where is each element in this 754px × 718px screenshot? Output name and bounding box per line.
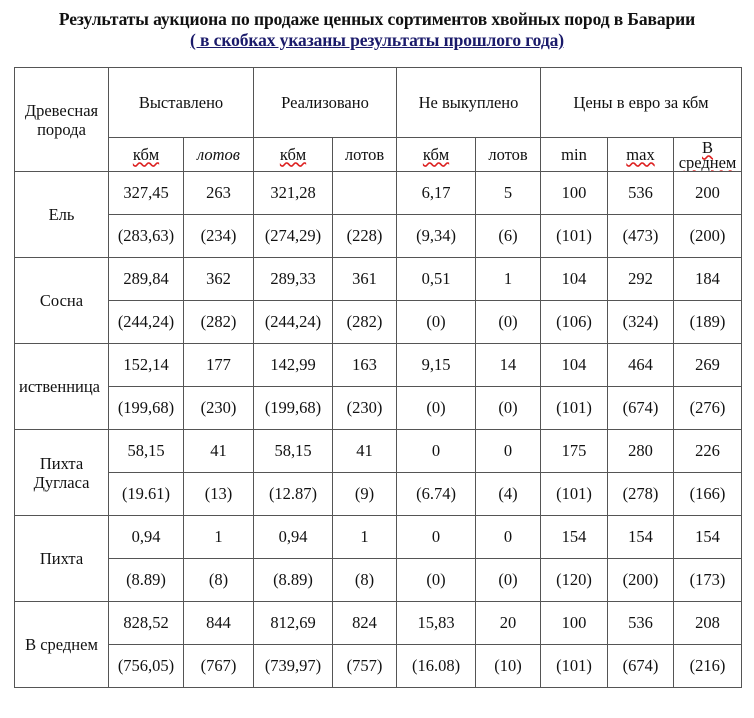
- cell: 812,69: [254, 602, 333, 645]
- cell: (4): [476, 473, 541, 516]
- cell: 0: [397, 516, 476, 559]
- table-row: [15, 172, 742, 215]
- cell: (13): [184, 473, 254, 516]
- cell: 1: [476, 258, 541, 301]
- offered-cbm-label: кбм: [132, 144, 160, 164]
- table-row: [15, 301, 742, 344]
- cell: 1: [333, 516, 397, 559]
- cell: 464: [608, 344, 674, 387]
- table-row: [15, 559, 742, 602]
- cell: (244,24): [254, 301, 333, 344]
- species-cell: Пихта: [15, 516, 109, 602]
- cell: (9): [333, 473, 397, 516]
- cell: (757): [333, 645, 397, 688]
- col-header-species: Древесная порода: [15, 68, 109, 172]
- auction-results-table: [14, 67, 742, 688]
- cell: (8): [333, 559, 397, 602]
- cell: (9,34): [397, 215, 476, 258]
- cell: 100: [541, 602, 608, 645]
- species-cell: [15, 344, 109, 430]
- cell: (278): [608, 473, 674, 516]
- table-row: [15, 430, 742, 473]
- cell: 100: [541, 172, 608, 215]
- cell: 20: [476, 602, 541, 645]
- cell: (200): [608, 559, 674, 602]
- cell: (19.61): [109, 473, 184, 516]
- cell: (8): [184, 559, 254, 602]
- cell: (166): [674, 473, 742, 516]
- cell: (12.87): [254, 473, 333, 516]
- cell: 6,17: [397, 172, 476, 215]
- cell: 292: [608, 258, 674, 301]
- species-label-clipped: иственница: [18, 377, 101, 396]
- cell: 41: [184, 430, 254, 473]
- cell: (216): [674, 645, 742, 688]
- prices-label: Цены в евро за кбм: [573, 92, 709, 112]
- notbought-cbm-label: кбм: [422, 144, 450, 164]
- cell: (674): [608, 387, 674, 430]
- cell: (0): [397, 301, 476, 344]
- cell: 104: [541, 344, 608, 387]
- cell: 269: [674, 344, 742, 387]
- subheader-offered-lots: лотов: [184, 138, 254, 172]
- cell: (200): [674, 215, 742, 258]
- cell: 0: [476, 516, 541, 559]
- table-row: [15, 602, 742, 645]
- cell: 200: [674, 172, 742, 215]
- cell: 289,33: [254, 258, 333, 301]
- cell: (282): [184, 301, 254, 344]
- cell: 41: [333, 430, 397, 473]
- title-line-1: Результаты аукциона по продаже ценных сортиментов хвойных пород в Баварии: [58, 9, 696, 29]
- subheader-sold-cbm: [254, 138, 333, 172]
- title-line-2: ( в скобках указаны результаты прошлого года): [190, 30, 564, 50]
- subheader-offered-cbm: [109, 138, 184, 172]
- cell: (274,29): [254, 215, 333, 258]
- col-header-offered: Выставлено: [109, 68, 254, 138]
- table-row: [15, 258, 742, 301]
- cell: 9,15: [397, 344, 476, 387]
- cell: 152,14: [109, 344, 184, 387]
- cell: (0): [397, 559, 476, 602]
- cell: 0: [476, 430, 541, 473]
- cell: 828,52: [109, 602, 184, 645]
- header-row-2: [15, 138, 742, 172]
- cell: (324): [608, 301, 674, 344]
- table-row: [15, 473, 742, 516]
- cell: 142,99: [254, 344, 333, 387]
- cell: 58,15: [254, 430, 333, 473]
- avg-label: В среднем: [678, 137, 737, 172]
- cell: 0,94: [109, 516, 184, 559]
- cell: (0): [397, 387, 476, 430]
- cell: 361: [333, 258, 397, 301]
- cell: (10): [476, 645, 541, 688]
- cell: (106): [541, 301, 608, 344]
- max-label: max: [626, 144, 655, 164]
- cell: (0): [476, 387, 541, 430]
- cell: (8.89): [254, 559, 333, 602]
- cell: (739,97): [254, 645, 333, 688]
- cell: (767): [184, 645, 254, 688]
- cell: (473): [608, 215, 674, 258]
- cell: 289,84: [109, 258, 184, 301]
- species-cell-average: В среднем: [15, 602, 109, 688]
- sold-cbm-label: кбм: [279, 144, 307, 164]
- cell: 0,51: [397, 258, 476, 301]
- cell: 154: [608, 516, 674, 559]
- cell: (101): [541, 215, 608, 258]
- cell: (234): [184, 215, 254, 258]
- header-row-1: [15, 68, 742, 138]
- cell: (230): [184, 387, 254, 430]
- cell: 154: [541, 516, 608, 559]
- cell: (173): [674, 559, 742, 602]
- cell: 208: [674, 602, 742, 645]
- cell: 536: [608, 602, 674, 645]
- cell: (228): [333, 215, 397, 258]
- table-row: [15, 645, 742, 688]
- cell: 163: [333, 344, 397, 387]
- subheader-notbought-lots: лотов: [476, 138, 541, 172]
- cell: (282): [333, 301, 397, 344]
- cell: 0: [397, 430, 476, 473]
- table-row: [15, 387, 742, 430]
- species-cell: Пихта Дугласа: [15, 430, 109, 516]
- cell: (0): [476, 559, 541, 602]
- cell: (189): [674, 301, 742, 344]
- cell: (0): [476, 301, 541, 344]
- cell: (276): [674, 387, 742, 430]
- cell: 280: [608, 430, 674, 473]
- subheader-notbought-cbm: [397, 138, 476, 172]
- table-row: [15, 516, 742, 559]
- subheader-sold-lots: лотов: [333, 138, 397, 172]
- cell: (101): [541, 645, 608, 688]
- document-title: [0, 9, 754, 51]
- cell: 104: [541, 258, 608, 301]
- subheader-min: min: [541, 138, 608, 172]
- cell: [333, 172, 397, 215]
- cell: 15,83: [397, 602, 476, 645]
- cell: 175: [541, 430, 608, 473]
- cell: 362: [184, 258, 254, 301]
- cell: 824: [333, 602, 397, 645]
- cell: 5: [476, 172, 541, 215]
- species-cell: Сосна: [15, 258, 109, 344]
- cell: (120): [541, 559, 608, 602]
- cell: (16.08): [397, 645, 476, 688]
- cell: (283,63): [109, 215, 184, 258]
- subheader-max: [608, 138, 674, 172]
- cell: (199,68): [254, 387, 333, 430]
- cell: 58,15: [109, 430, 184, 473]
- cell: 263: [184, 172, 254, 215]
- cell: 177: [184, 344, 254, 387]
- cell: (6): [476, 215, 541, 258]
- cell: (674): [608, 645, 674, 688]
- cell: 226: [674, 430, 742, 473]
- cell: 536: [608, 172, 674, 215]
- cell: (101): [541, 473, 608, 516]
- cell: 327,45: [109, 172, 184, 215]
- cell: (8.89): [109, 559, 184, 602]
- subheader-avg: [674, 138, 742, 172]
- cell: (230): [333, 387, 397, 430]
- col-header-sold: Реализовано: [254, 68, 397, 138]
- cell: 0,94: [254, 516, 333, 559]
- cell: 154: [674, 516, 742, 559]
- cell: 321,28: [254, 172, 333, 215]
- cell: 844: [184, 602, 254, 645]
- cell: (101): [541, 387, 608, 430]
- cell: 14: [476, 344, 541, 387]
- cell: (6.74): [397, 473, 476, 516]
- cell: 184: [674, 258, 742, 301]
- col-header-prices: [541, 68, 742, 138]
- cell: (244,24): [109, 301, 184, 344]
- cell: (756,05): [109, 645, 184, 688]
- table-row: [15, 344, 742, 387]
- table-row: [15, 215, 742, 258]
- cell: (199,68): [109, 387, 184, 430]
- cell: 1: [184, 516, 254, 559]
- species-cell: Ель: [15, 172, 109, 258]
- col-header-not-bought: Не выкуплено: [397, 68, 541, 138]
